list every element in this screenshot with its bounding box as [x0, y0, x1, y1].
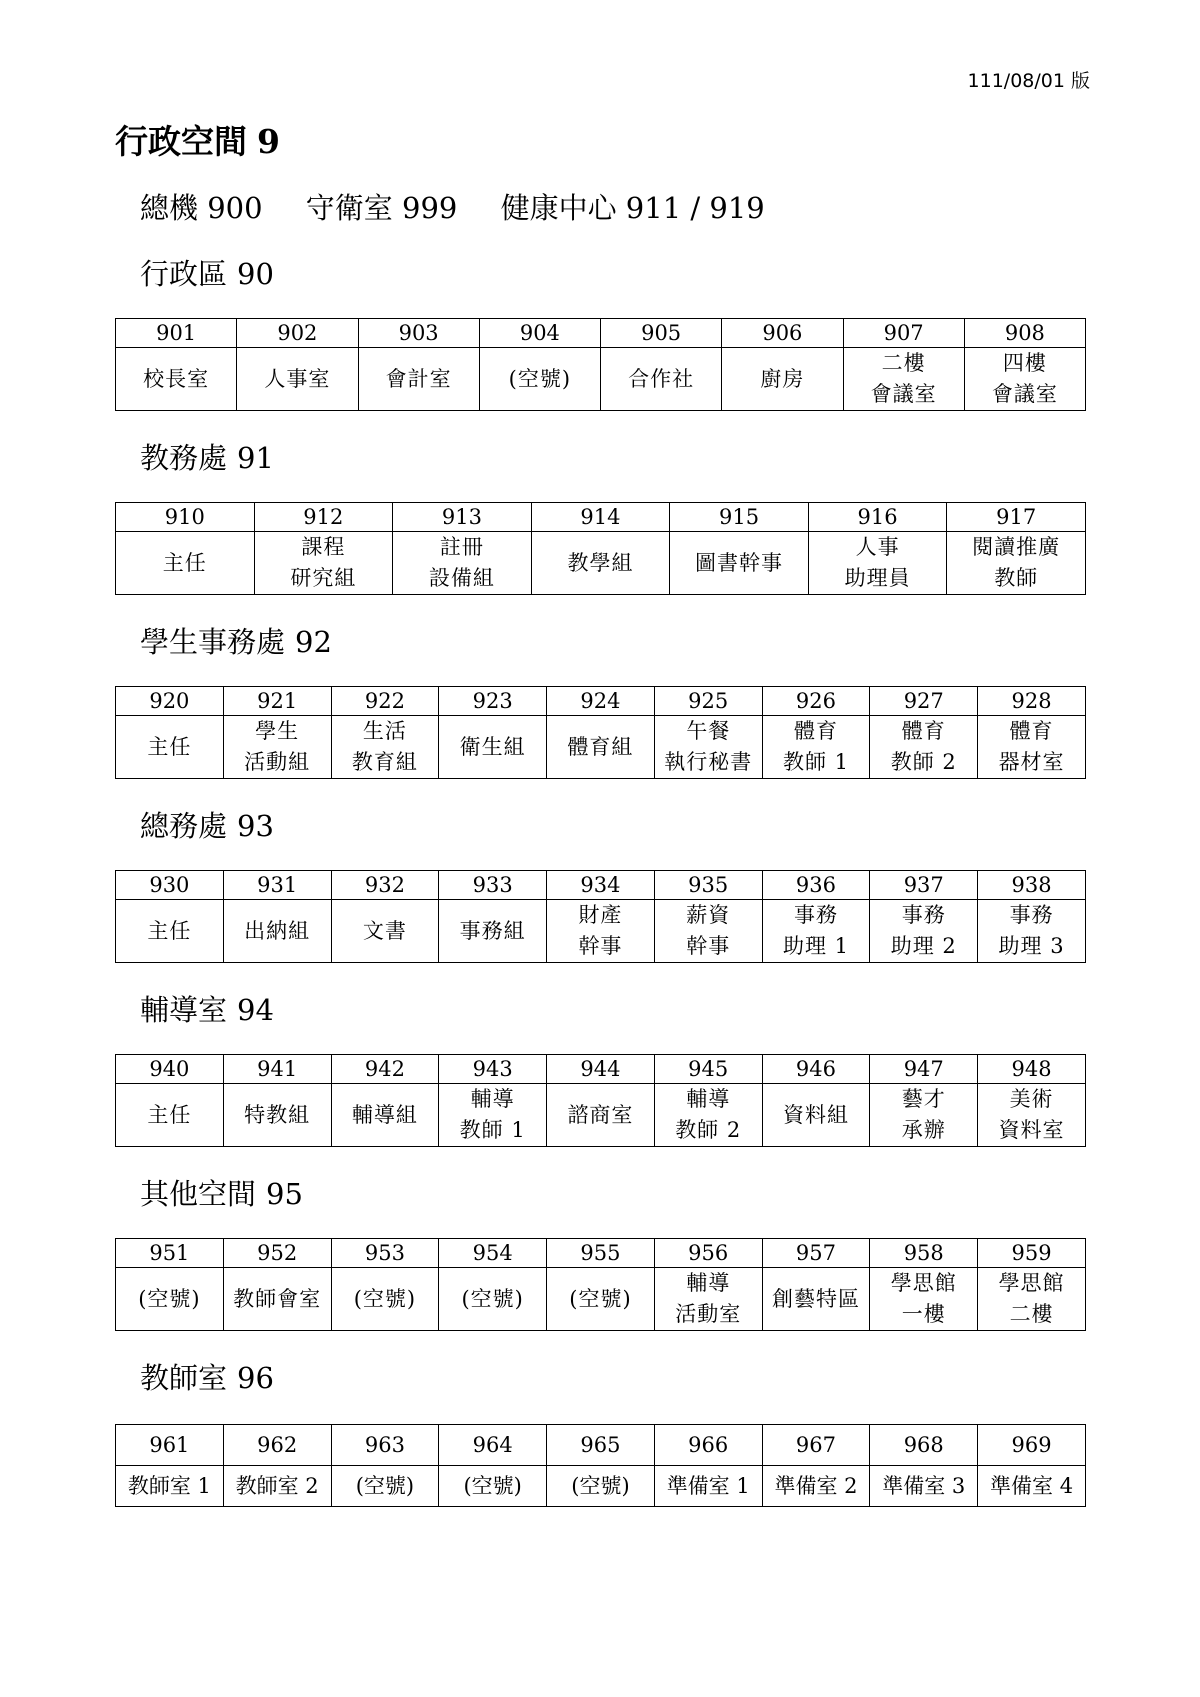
room-name-cell [116, 1084, 224, 1147]
extension-number-cell: 969 [978, 1425, 1086, 1466]
extension-table-admin [115, 318, 1086, 411]
room-name-cell [116, 532, 255, 595]
room-name-line: 廚房 [760, 366, 805, 391]
room-name-cell [254, 532, 393, 595]
room-name-line: 準備室 2 [774, 1474, 858, 1498]
extension-number-row [116, 687, 1086, 716]
room-name-cell [978, 900, 1086, 963]
room-name-cell [601, 348, 722, 411]
room-name-cell [978, 1268, 1086, 1331]
room-name-cell [870, 900, 978, 963]
section-code: 90 [237, 257, 274, 291]
room-name-line: 藝才 [901, 1087, 946, 1111]
section-title-text: 輔導室 [140, 993, 228, 1027]
room-name-line: 會議室 [870, 382, 937, 406]
section-title-text: 教師室 [140, 1361, 228, 1395]
extension-number-cell: 921 [223, 687, 331, 716]
extension-number-cell: 934 [547, 871, 655, 900]
room-name-line: 助理 1 [782, 934, 849, 958]
room-name-cell [654, 1466, 762, 1507]
room-name-line: 教育組 [351, 750, 418, 774]
section-title-text: 學生事務處 [140, 625, 286, 659]
room-name-line: 二樓 [1009, 1302, 1054, 1326]
extension-number-cell: 966 [654, 1425, 762, 1466]
extension-number-cell: 942 [331, 1055, 439, 1084]
extension-number-cell: 927 [870, 687, 978, 716]
room-name-line: 輔導組 [351, 1102, 418, 1127]
room-name-line: 教師 2 [890, 750, 957, 774]
extension-number-cell: 907 [843, 319, 964, 348]
extension-number-row [116, 871, 1086, 900]
room-name-cell [331, 716, 439, 779]
room-name-line: 一樓 [901, 1302, 946, 1326]
section-code: 94 [237, 993, 274, 1027]
room-name-line: 助理 3 [998, 934, 1065, 958]
room-name-cell [116, 1268, 224, 1331]
room-name-line: 教師 [994, 566, 1039, 590]
room-name-line: (空號) [508, 366, 572, 391]
room-name-cell [870, 1268, 978, 1331]
extension-number-cell: 931 [223, 871, 331, 900]
extension-number-cell: 965 [547, 1425, 655, 1466]
room-name-line: (空號) [569, 1286, 632, 1311]
room-name-line: 準備室 1 [666, 1474, 750, 1498]
room-name-cell [978, 716, 1086, 779]
room-name-row [116, 1268, 1086, 1331]
page-title-number: 9 [257, 122, 280, 161]
room-name-line: 準備室 3 [882, 1474, 966, 1498]
room-name-line: 承辦 [901, 1118, 946, 1142]
room-name-cell [870, 1084, 978, 1147]
extension-number-row [116, 1055, 1086, 1084]
room-name-row [116, 1466, 1086, 1507]
room-name-line: 諮商室 [567, 1102, 634, 1127]
room-name-line: 活動組 [244, 750, 311, 774]
room-name-line: 人事 [855, 535, 900, 559]
room-name-cell [547, 1268, 655, 1331]
section-title-admin [140, 252, 274, 293]
room-name-cell [947, 532, 1086, 595]
room-name-cell [223, 716, 331, 779]
section-title-counseling [140, 988, 274, 1029]
room-name-cell [223, 1268, 331, 1331]
extension-table-academic [115, 502, 1086, 595]
room-name-line: 設備組 [428, 566, 495, 590]
extension-number-row [116, 319, 1086, 348]
section-code: 93 [237, 809, 274, 843]
extension-number-cell: 912 [254, 503, 393, 532]
extension-number-row [116, 503, 1086, 532]
room-name-line: 人事室 [264, 366, 331, 391]
room-name-line: 會計室 [385, 366, 452, 391]
extension-number-cell: 943 [439, 1055, 547, 1084]
room-name-line: 體育 [793, 719, 838, 743]
room-name-line: 教師 1 [459, 1118, 526, 1142]
extension-number-cell: 924 [547, 687, 655, 716]
extension-number-cell: 948 [978, 1055, 1086, 1084]
section-code: 95 [266, 1177, 303, 1211]
room-name-line: 助理 2 [890, 934, 957, 958]
room-name-line: 出納組 [244, 918, 311, 943]
extension-number-cell: 944 [547, 1055, 655, 1084]
room-name-cell [762, 900, 870, 963]
room-name-cell [978, 1466, 1086, 1507]
extension-number-cell: 952 [223, 1239, 331, 1268]
room-name-cell [439, 1268, 547, 1331]
room-name-line: 資料室 [998, 1118, 1065, 1142]
room-name-line: 教師 2 [675, 1118, 742, 1142]
extension-number-cell: 962 [223, 1425, 331, 1466]
room-name-line: 器材室 [998, 750, 1065, 774]
room-name-line: 學生 [255, 719, 300, 743]
extension-number-cell: 959 [978, 1239, 1086, 1268]
room-name-line: 研究組 [290, 566, 357, 590]
room-name-cell [547, 1084, 655, 1147]
extension-number-cell: 940 [116, 1055, 224, 1084]
extension-number-cell: 906 [722, 319, 843, 348]
room-name-cell [870, 716, 978, 779]
section-title-student-affairs [140, 620, 332, 661]
extension-number-cell: 968 [870, 1425, 978, 1466]
page-title [115, 116, 280, 163]
room-name-cell [654, 716, 762, 779]
room-name-cell [331, 1268, 439, 1331]
section-title-text: 教務處 [140, 441, 228, 475]
extension-number-cell: 914 [531, 503, 670, 532]
extension-number-cell: 951 [116, 1239, 224, 1268]
room-name-line: 主任 [162, 550, 207, 575]
extension-number-cell: 926 [762, 687, 870, 716]
room-name-cell [964, 348, 1085, 411]
extension-number-cell: 946 [762, 1055, 870, 1084]
room-name-line: 註冊 [439, 535, 484, 559]
room-name-line: (空號) [353, 1286, 417, 1311]
extension-number-cell: 920 [116, 687, 224, 716]
extension-number-cell: 901 [116, 319, 237, 348]
room-name-line: 體育組 [567, 734, 634, 759]
room-name-cell [439, 1084, 547, 1147]
extension-number-row [116, 1425, 1086, 1466]
room-name-cell [358, 348, 479, 411]
room-name-cell [223, 1084, 331, 1147]
extension-table-counseling [115, 1054, 1086, 1147]
room-name-line: 財產 [578, 903, 623, 927]
room-name-line: 事務 [901, 903, 946, 927]
room-name-line: 助理員 [844, 566, 911, 590]
room-name-cell [762, 1268, 870, 1331]
extension-number-cell: 925 [654, 687, 762, 716]
room-name-cell [479, 348, 600, 411]
extension-number-cell: 905 [601, 319, 722, 348]
room-name-cell [762, 1084, 870, 1147]
room-name-line: 主任 [147, 734, 192, 759]
room-name-line: (空號) [355, 1474, 415, 1498]
section-code: 91 [237, 441, 274, 475]
room-name-line: 體育 [1009, 719, 1054, 743]
room-name-line: 課程 [301, 535, 346, 559]
extension-number-cell: 904 [479, 319, 600, 348]
room-name-cell [223, 1466, 331, 1507]
room-name-line: 學思館 [890, 1271, 957, 1295]
room-name-line: 準備室 4 [990, 1474, 1074, 1498]
extension-number-cell: 961 [116, 1425, 224, 1466]
room-name-cell [393, 532, 532, 595]
section-code: 92 [295, 625, 332, 659]
room-name-cell [978, 1084, 1086, 1147]
room-name-cell [547, 716, 655, 779]
room-name-line: 四樓 [1002, 351, 1047, 375]
room-name-line: (空號) [571, 1474, 630, 1498]
room-name-line: 閱讀推廣 [972, 535, 1061, 559]
room-name-line: 圖書幹事 [695, 550, 784, 575]
room-name-line: (空號) [463, 1474, 522, 1498]
extension-number-cell: 935 [654, 871, 762, 900]
room-name-cell [237, 348, 358, 411]
room-name-cell [331, 900, 439, 963]
room-name-row [116, 716, 1086, 779]
extension-number-cell: 933 [439, 871, 547, 900]
room-name-line: 執行秘書 [664, 750, 753, 774]
room-name-line: 活動室 [675, 1302, 742, 1326]
room-name-line: 薪資 [686, 903, 731, 927]
room-name-cell [654, 900, 762, 963]
extension-number-cell: 938 [978, 871, 1086, 900]
room-name-cell [654, 1268, 762, 1331]
extension-number-cell: 908 [964, 319, 1085, 348]
room-name-line: 教學組 [567, 550, 634, 575]
room-name-line: 教師會室 [233, 1286, 322, 1311]
room-name-line: 教師室 1 [127, 1474, 211, 1498]
room-name-cell [116, 716, 224, 779]
extension-table-other-spaces [115, 1238, 1086, 1331]
room-name-line: 會議室 [991, 382, 1058, 406]
room-name-cell [762, 1466, 870, 1507]
room-name-cell [439, 1466, 547, 1507]
room-name-cell [116, 900, 224, 963]
extension-number-cell: 922 [331, 687, 439, 716]
guard-room-extension: 守衛室 999 [305, 191, 458, 225]
section-title-text: 行政區 [140, 257, 228, 291]
extension-number-cell: 932 [331, 871, 439, 900]
extension-table-general-affairs [115, 870, 1086, 963]
section-title-text: 總務處 [140, 809, 228, 843]
extension-table-student-affairs [115, 686, 1086, 779]
room-name-row [116, 532, 1086, 595]
room-name-cell [223, 900, 331, 963]
room-name-cell [870, 1466, 978, 1507]
extension-number-cell: 902 [237, 319, 358, 348]
room-name-cell [531, 532, 670, 595]
room-name-line: 事務 [1009, 903, 1054, 927]
room-name-cell [331, 1084, 439, 1147]
room-name-cell [116, 1466, 224, 1507]
extension-number-cell: 937 [870, 871, 978, 900]
extension-number-row [116, 1239, 1086, 1268]
room-name-row [116, 900, 1086, 963]
switchboard-extension: 總機 900 [140, 191, 263, 225]
room-name-cell [439, 900, 547, 963]
extension-number-cell: 910 [116, 503, 255, 532]
section-title-other-spaces [140, 1172, 303, 1213]
extension-number-cell: 917 [947, 503, 1086, 532]
section-code: 96 [237, 1361, 274, 1395]
room-name-line: 事務 [793, 903, 838, 927]
room-name-cell [808, 532, 947, 595]
room-name-line: 合作社 [628, 366, 695, 391]
extension-number-cell: 957 [762, 1239, 870, 1268]
extension-number-cell: 954 [439, 1239, 547, 1268]
extension-number-cell: 923 [439, 687, 547, 716]
room-name-cell [331, 1466, 439, 1507]
room-name-line: 美術 [1009, 1087, 1054, 1111]
room-name-cell [670, 532, 809, 595]
extension-number-cell: 928 [978, 687, 1086, 716]
room-name-line: 體育 [901, 719, 946, 743]
version-label: 111/08/01 版 [967, 70, 1090, 92]
extension-table-teacher-rooms [115, 1424, 1086, 1507]
room-name-line: 創藝特區 [771, 1286, 860, 1311]
extension-number-cell: 945 [654, 1055, 762, 1084]
room-name-line: 二樓 [881, 351, 926, 375]
room-name-line: 幹事 [578, 934, 623, 958]
extension-number-cell: 941 [223, 1055, 331, 1084]
room-name-line: 教師 1 [782, 750, 849, 774]
room-name-cell [722, 348, 843, 411]
room-name-line: 事務組 [459, 918, 526, 943]
room-name-row [116, 1084, 1086, 1147]
main-numbers-summary [140, 186, 799, 227]
section-title-teacher-rooms [140, 1356, 274, 1397]
room-name-cell [762, 716, 870, 779]
extension-number-cell: 956 [654, 1239, 762, 1268]
extension-number-cell: 964 [439, 1425, 547, 1466]
room-name-line: 生活 [362, 719, 407, 743]
room-name-line: 學思館 [998, 1271, 1065, 1295]
room-name-line: 輔導 [470, 1087, 515, 1111]
room-name-line: 資料組 [782, 1102, 849, 1127]
health-center-extension: 健康中心 911 / 919 [500, 191, 765, 225]
room-name-line: 文書 [362, 918, 407, 943]
section-title-text: 其他空間 [140, 1177, 257, 1211]
room-name-line: 幹事 [686, 934, 731, 958]
extension-number-cell: 916 [808, 503, 947, 532]
extension-number-cell: 963 [331, 1425, 439, 1466]
room-name-cell [843, 348, 964, 411]
room-name-line: 午餐 [686, 719, 731, 743]
room-name-line: 校長室 [143, 366, 210, 391]
room-name-line: 主任 [147, 1102, 192, 1127]
room-name-cell [439, 716, 547, 779]
room-name-line: 輔導 [686, 1087, 731, 1111]
page-title-text: 行政空間 [115, 122, 247, 161]
section-title-general-affairs [140, 804, 274, 845]
room-name-cell [547, 900, 655, 963]
room-name-row [116, 348, 1086, 411]
room-name-line: 特教組 [244, 1102, 311, 1127]
extension-number-cell: 953 [331, 1239, 439, 1268]
extension-number-cell: 958 [870, 1239, 978, 1268]
extension-number-cell: 936 [762, 871, 870, 900]
extension-number-cell: 947 [870, 1055, 978, 1084]
room-name-line: 教師室 2 [235, 1474, 319, 1498]
extension-number-cell: 955 [547, 1239, 655, 1268]
extension-number-cell: 967 [762, 1425, 870, 1466]
extension-number-cell: 930 [116, 871, 224, 900]
room-name-line: 輔導 [686, 1271, 731, 1295]
room-name-line: 主任 [147, 918, 192, 943]
room-name-line: 衛生組 [459, 734, 526, 759]
extension-number-cell: 913 [393, 503, 532, 532]
room-name-line: (空號) [138, 1286, 201, 1311]
room-name-cell [547, 1466, 655, 1507]
room-name-line: (空號) [461, 1286, 524, 1311]
room-name-cell [654, 1084, 762, 1147]
extension-number-cell: 903 [358, 319, 479, 348]
room-name-cell [116, 348, 237, 411]
extension-number-cell: 915 [670, 503, 809, 532]
section-title-academic [140, 436, 274, 477]
